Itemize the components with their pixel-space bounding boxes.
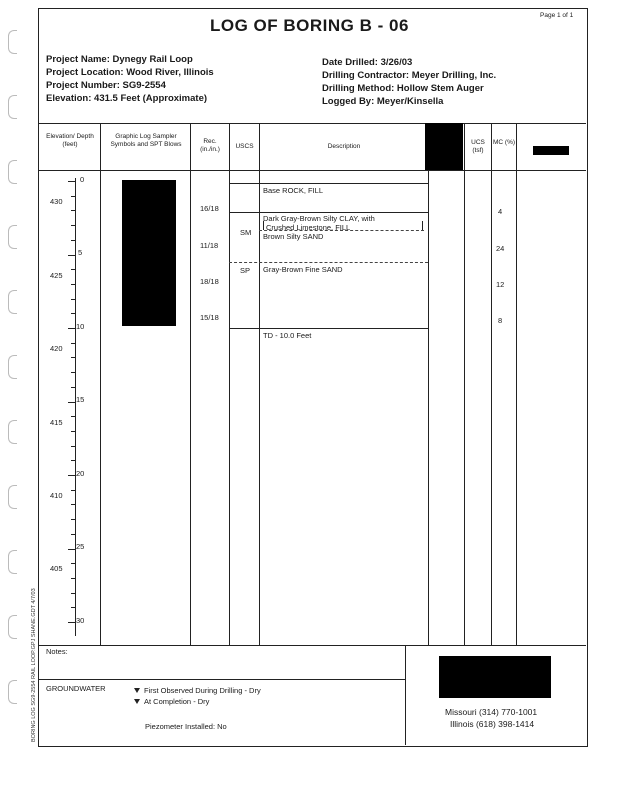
piezometer: Piezometer Installed: No (145, 722, 227, 731)
layer-fine-sand: Gray-Brown Fine SAND (263, 265, 343, 274)
depth-tick (71, 196, 75, 197)
elev-420: 420 (50, 344, 63, 353)
depth-tick (71, 284, 75, 285)
project-location: Project Location: Wood River, Illinois (46, 67, 214, 78)
depth-tick (71, 431, 75, 432)
gw-at-completion (134, 697, 209, 706)
log-frame (38, 8, 588, 747)
depth-tick (71, 299, 75, 300)
depth-tick (71, 269, 75, 270)
mc-value-2: 24 (496, 244, 505, 253)
depth-25: 25 (76, 542, 85, 551)
uscs-sp: SP (240, 266, 251, 275)
drilling-info (322, 56, 496, 108)
depth-tick (71, 504, 75, 505)
drilling-method: Drilling Method: Hollow Stem Auger (322, 83, 484, 94)
col-rec-header: Rec. (in./in.) (200, 138, 220, 153)
col-ucs-header: UCS (tsf) (471, 139, 485, 154)
depth-tick (71, 240, 75, 241)
col-description-header: Description (327, 143, 361, 150)
depth-tick (71, 593, 75, 594)
depth-tick (71, 372, 75, 373)
groundwater-label: GROUNDWATER (46, 684, 106, 693)
water-level-icon (134, 688, 140, 693)
project-info (46, 53, 214, 105)
rec-value-4: 15/18 (200, 313, 219, 322)
col-uscs-header: USCS (235, 143, 254, 150)
depth-tick (68, 402, 75, 403)
total-depth: TD - 10.0 Feet (263, 331, 312, 340)
depth-30: 30 (76, 616, 85, 625)
depth-tick (71, 387, 75, 388)
elev-425: 425 (50, 271, 63, 280)
uscs-sm: SM (240, 228, 252, 237)
layer-silty-sand: Brown Silty SAND (263, 232, 324, 241)
redacted-logo (439, 656, 551, 698)
depth-tick (71, 490, 75, 491)
depth-axis (75, 178, 76, 636)
depth-tick (68, 475, 75, 476)
redacted-header-block (425, 123, 463, 170)
elev-410: 410 (50, 491, 63, 500)
redacted-graphic-log (122, 180, 176, 326)
depth-15: 15 (76, 395, 85, 404)
mc-value-3: 12 (496, 280, 505, 289)
col-elevation-header: Elevation/ Depth (feet) (46, 133, 94, 148)
depth-10: 10 (76, 322, 85, 331)
depth-tick (71, 446, 75, 447)
depth-tick (71, 519, 75, 520)
water-level-icon (134, 699, 140, 704)
depth-tick (71, 225, 75, 226)
depth-tick (71, 460, 75, 461)
notes-label: Notes: (46, 647, 68, 656)
depth-tick (68, 328, 75, 329)
depth-0: 0 (80, 175, 85, 184)
contact-missouri: Missouri (314) 770-1001 (445, 707, 538, 717)
rec-value-1: 16/18 (200, 204, 219, 213)
layer-base-rock: Base ROCK, FILL (263, 186, 324, 195)
date-drilled: Date Drilled: 3/26/03 (322, 57, 413, 68)
redacted-header-mark (533, 146, 569, 155)
elev-430: 430 (50, 197, 63, 206)
depth-tick (71, 313, 75, 314)
depth-tick (68, 181, 75, 182)
layer-limestone-fill: Crushed Limestone, FILL (266, 223, 351, 232)
project-elevation: Elevation: 431.5 Feet (Approximate) (46, 93, 208, 104)
depth-tick (71, 578, 75, 579)
logged-by: Logged By: Meyer/Kinsella (322, 96, 444, 107)
col-graphic-header: Graphic Log Sampler Symbols and SPT Blows (110, 133, 182, 148)
col-mc-header: MC (%) (492, 139, 516, 146)
depth-tick (71, 563, 75, 564)
depth-tick (68, 549, 75, 550)
side-margin-text: BORING LOG SG9-2554 RAIL LOOP.GPJ SHANE.GDT 4/7/03 (31, 588, 37, 742)
depth-5: 5 (78, 248, 83, 257)
drilling-contractor: Drilling Contractor: Meyer Drilling, Inc. (322, 70, 497, 81)
elev-415: 415 (50, 418, 63, 427)
depth-tick (68, 255, 75, 256)
depth-tick (71, 534, 75, 535)
log-title: LOG OF BORING B - 06 (210, 16, 409, 35)
mc-value-1: 4 (498, 207, 503, 216)
rec-value-3: 18/18 (200, 277, 219, 286)
gw-completion-text: At Completion - Dry (144, 697, 210, 706)
mc-value-4: 8 (498, 316, 503, 325)
elev-405: 405 (50, 564, 63, 573)
depth-tick (71, 607, 75, 608)
page-number: Page 1 of 1 (540, 12, 574, 19)
depth-tick (71, 210, 75, 211)
depth-tick (68, 622, 75, 623)
gw-first-observed (134, 686, 261, 695)
depth-tick (71, 357, 75, 358)
gw-first-text: First Observed During Drilling - Dry (144, 686, 261, 695)
project-name: Project Name: Dynegy Rail Loop (46, 54, 193, 65)
depth-tick (71, 416, 75, 417)
depth-tick (71, 343, 75, 344)
project-number: Project Number: SG9-2554 (46, 80, 166, 91)
contact-illinois: Illinois (618) 398-1414 (450, 719, 535, 729)
rec-value-2: 11/18 (200, 241, 219, 250)
depth-20: 20 (76, 469, 85, 478)
layer-silty-clay: Dark Gray-Brown Silty CLAY, with (263, 214, 375, 223)
